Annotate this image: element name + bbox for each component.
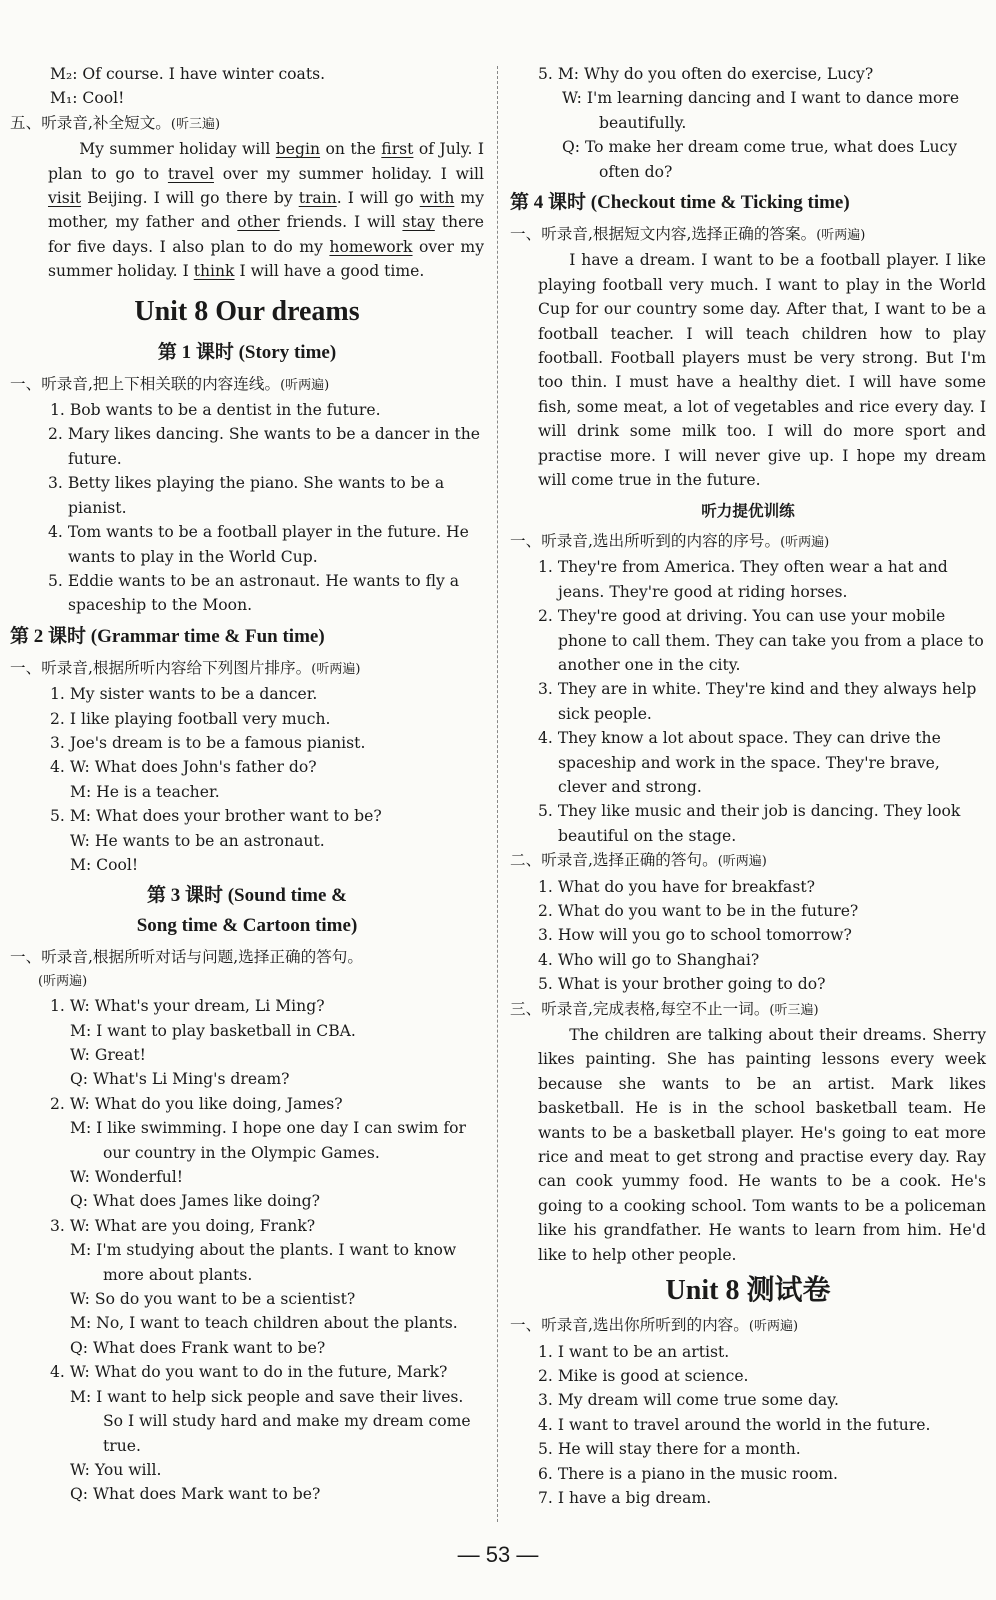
test-title: Unit 8 测试卷 <box>665 1275 831 1307</box>
list-item: W: He wants to be an astronaut. <box>70 831 325 850</box>
list-item: 3. How will you go to school tomorrow? <box>538 926 852 945</box>
lesson-title: 第 3 课时 (Sound time & <box>146 885 348 907</box>
section-title: 听力提优训练 <box>701 500 795 520</box>
list-item: 5. What is your brother going to do? <box>538 975 826 994</box>
list-item: W: Great! <box>70 1046 146 1064</box>
list-item: 5. M: What does your brother want to be? <box>50 807 382 826</box>
list-item: W: Wonderful! <box>70 1168 184 1187</box>
list-item: 3. They are in white. They're kind and they always help sick people. <box>538 680 977 723</box>
list-item: 4. Who will go to Shanghai? <box>538 950 760 969</box>
list-item: M: He is a teacher. <box>70 782 220 801</box>
list-item: W: So do you want to be a scientist? <box>70 1290 356 1309</box>
list-item: 3. Joe's dream is to be a famous pianist. <box>50 733 366 752</box>
list-item: 2. I like playing football very much. <box>50 709 331 728</box>
list-item: 4. They know a lot about space. They can drive the spaceship and work in the space. They're brave, clever and strong. <box>538 729 941 796</box>
list-item: 2. What do you want to be in the future? <box>538 902 859 920</box>
list-item: 4. W: What does John's father do? <box>50 758 317 777</box>
section-heading: 五、听录音,补全短文。(听三遍) <box>10 113 221 132</box>
list-item: 5. Eddie wants to be an astronaut. He wants to fly a spaceship to the Moon. <box>48 571 460 615</box>
list-item: 3. My dream will come true some day. <box>538 1391 839 1410</box>
list-item: 3. Betty likes playing the piano. She wants to be a pianist. <box>48 474 445 517</box>
list-item: 7. I have a big dream. <box>538 1488 712 1507</box>
left-column <box>10 62 484 1507</box>
list-item: Q: What does Frank want to be? <box>70 1338 326 1357</box>
dialog-line: M₁: Cool! <box>50 89 125 108</box>
list-item: 1. Bob wants to be a dentist in the future. <box>50 401 381 420</box>
section-heading: 三、听录音,完成表格,每空不止一词。(听三遍) <box>510 999 819 1018</box>
list-item: 1. W: What's your dream, Li Ming? <box>50 997 325 1016</box>
list-item: 2. They're good at driving. You can use your mobile phone to call them. They can take you from a place to another one in the city. <box>538 607 984 674</box>
section-heading: 一、听录音,根据所听内容给下列图片排序。(听两遍) <box>10 658 361 677</box>
passage: I have a dream. I want to be a football player. I like playing football very much. I want to play in the World Cup for our country some day. After that, I want to be a football teacher. I will teach children how to play football. Football players must be very strong. But I'm too thin. I must have a healthy diet. I will have some fish, some meat, a lot of vegetables and rice every day. I will drink some milk too. I will do more sport and practise more. I will never give up. I hope my dream will come true in the future. <box>538 251 986 490</box>
section-heading: 一、听录音,选出所听到的内容的序号。(听两遍) <box>510 531 830 550</box>
list-item: Q: To make her dream come true, what does Lucy often do? <box>562 138 958 181</box>
list-item: Q: What does James like doing? <box>70 1192 321 1211</box>
list-item: W: You will. <box>70 1460 162 1479</box>
list-item: 1. My sister wants to be a dancer. <box>50 685 318 704</box>
lesson-title: Song time & Cartoon time) <box>136 915 358 937</box>
list-item: 1. What do you have for breakfast? <box>538 877 815 896</box>
lesson-title: 第 2 课时 (Grammar time & Fun time) <box>10 625 325 647</box>
list-item: 4. Tom wants to be a football player in the future. He wants to play in the World Cup. <box>48 523 469 566</box>
column-divider <box>497 66 498 1522</box>
section-heading: 一、听录音,根据所听对话与问题,选择正确的答句。 <box>10 948 363 967</box>
list-item: M: I like swimming. I hope one day I can swim for our country in the Olympic Games. <box>70 1119 466 1162</box>
list-item: 1. They're from America. They often wear a hat and jeans. They're good at riding horses. <box>538 558 948 601</box>
right-column <box>510 62 986 1510</box>
section-heading: 二、听录音,选择正确的答句。(听两遍) <box>510 851 767 870</box>
lesson-title: 第 4 课时 (Checkout time & Ticking time) <box>510 192 850 214</box>
list-item: M: I'm studying about the plants. I want to know more about plants. <box>70 1241 457 1284</box>
list-item: 3. W: What are you doing, Frank? <box>50 1216 316 1235</box>
list-item: 2. W: What do you like doing, James? <box>50 1094 343 1113</box>
section-heading: 一、听录音,根据短文内容,选择正确的答案。(听两遍) <box>510 225 866 244</box>
lesson-title: 第 1 课时 (Story time) <box>157 341 337 363</box>
list-item: 4. W: What do you want to do in the future, Mark? <box>50 1363 448 1382</box>
list-item: Q: What's Li Ming's dream? <box>70 1070 290 1089</box>
list-item: 5. He will stay there for a month. <box>538 1440 801 1459</box>
section-heading: 一、听录音,把上下相关联的内容连线。(听两遍) <box>10 374 330 393</box>
list-item: M: I want to play basketball in CBA. <box>70 1021 356 1040</box>
list-item: 1. I want to be an artist. <box>538 1342 730 1361</box>
list-item: 2. Mike is good at science. <box>538 1366 749 1385</box>
list-item: 5. They like music and their job is dancing. They look beautiful on the stage. <box>538 802 961 845</box>
list-item: 4. I want to travel around the world in the future. <box>538 1415 931 1434</box>
section-heading: 一、听录音,选出你所听到的内容。(听两遍) <box>510 1316 799 1335</box>
fill-in-passage: My summer holiday will begin on the first of July. I plan to go to travel over my summer holiday. I will visit Beijing. I will go there by train. I will go with my mother, my father and other friends. I will stay there for five days. I also plan to do my homework over my summer holiday. I think I will have a good time. <box>48 140 485 281</box>
list-item: W: I'm learning dancing and I want to dance more beautifully. <box>562 89 960 132</box>
dialog-line: M₂: Of course. I have winter coats. <box>50 65 326 83</box>
list-item: 5. M: Why do you often do exercise, Lucy? <box>538 65 874 83</box>
list-item: M: Cool! <box>70 855 139 874</box>
list-item: Q: What does Mark want to be? <box>70 1485 321 1504</box>
page-number: — 53 — <box>457 1542 539 1567</box>
unit-title: Unit 8 Our dreams <box>134 295 360 327</box>
list-item: M: I want to help sick people and save their lives. So I will study hard and make my dream come true. <box>70 1387 471 1455</box>
list-item: 2. Mary likes dancing. She wants to be a dancer in the future. <box>48 425 480 468</box>
passage: The children are talking about their dreams. Sherry likes painting. She has painting lessons every week because she wants to be an artist. Mark likes basketball. He is in the school basketball team. He wants to be a basketball player. He's going to eat more rice and meat to get strong and practise every day. Ray can cook yummy food. He wants to be a cook. He's going to a cooking school. Tom wants to be a policeman like his grandfather. He wants to learn from him. He'd like to help other people. <box>538 1026 986 1264</box>
list-item: M: No, I want to teach children about the plants. <box>70 1314 458 1333</box>
section-note: (听两遍) <box>38 973 88 989</box>
list-item: 6. There is a piano in the music room. <box>538 1464 838 1483</box>
